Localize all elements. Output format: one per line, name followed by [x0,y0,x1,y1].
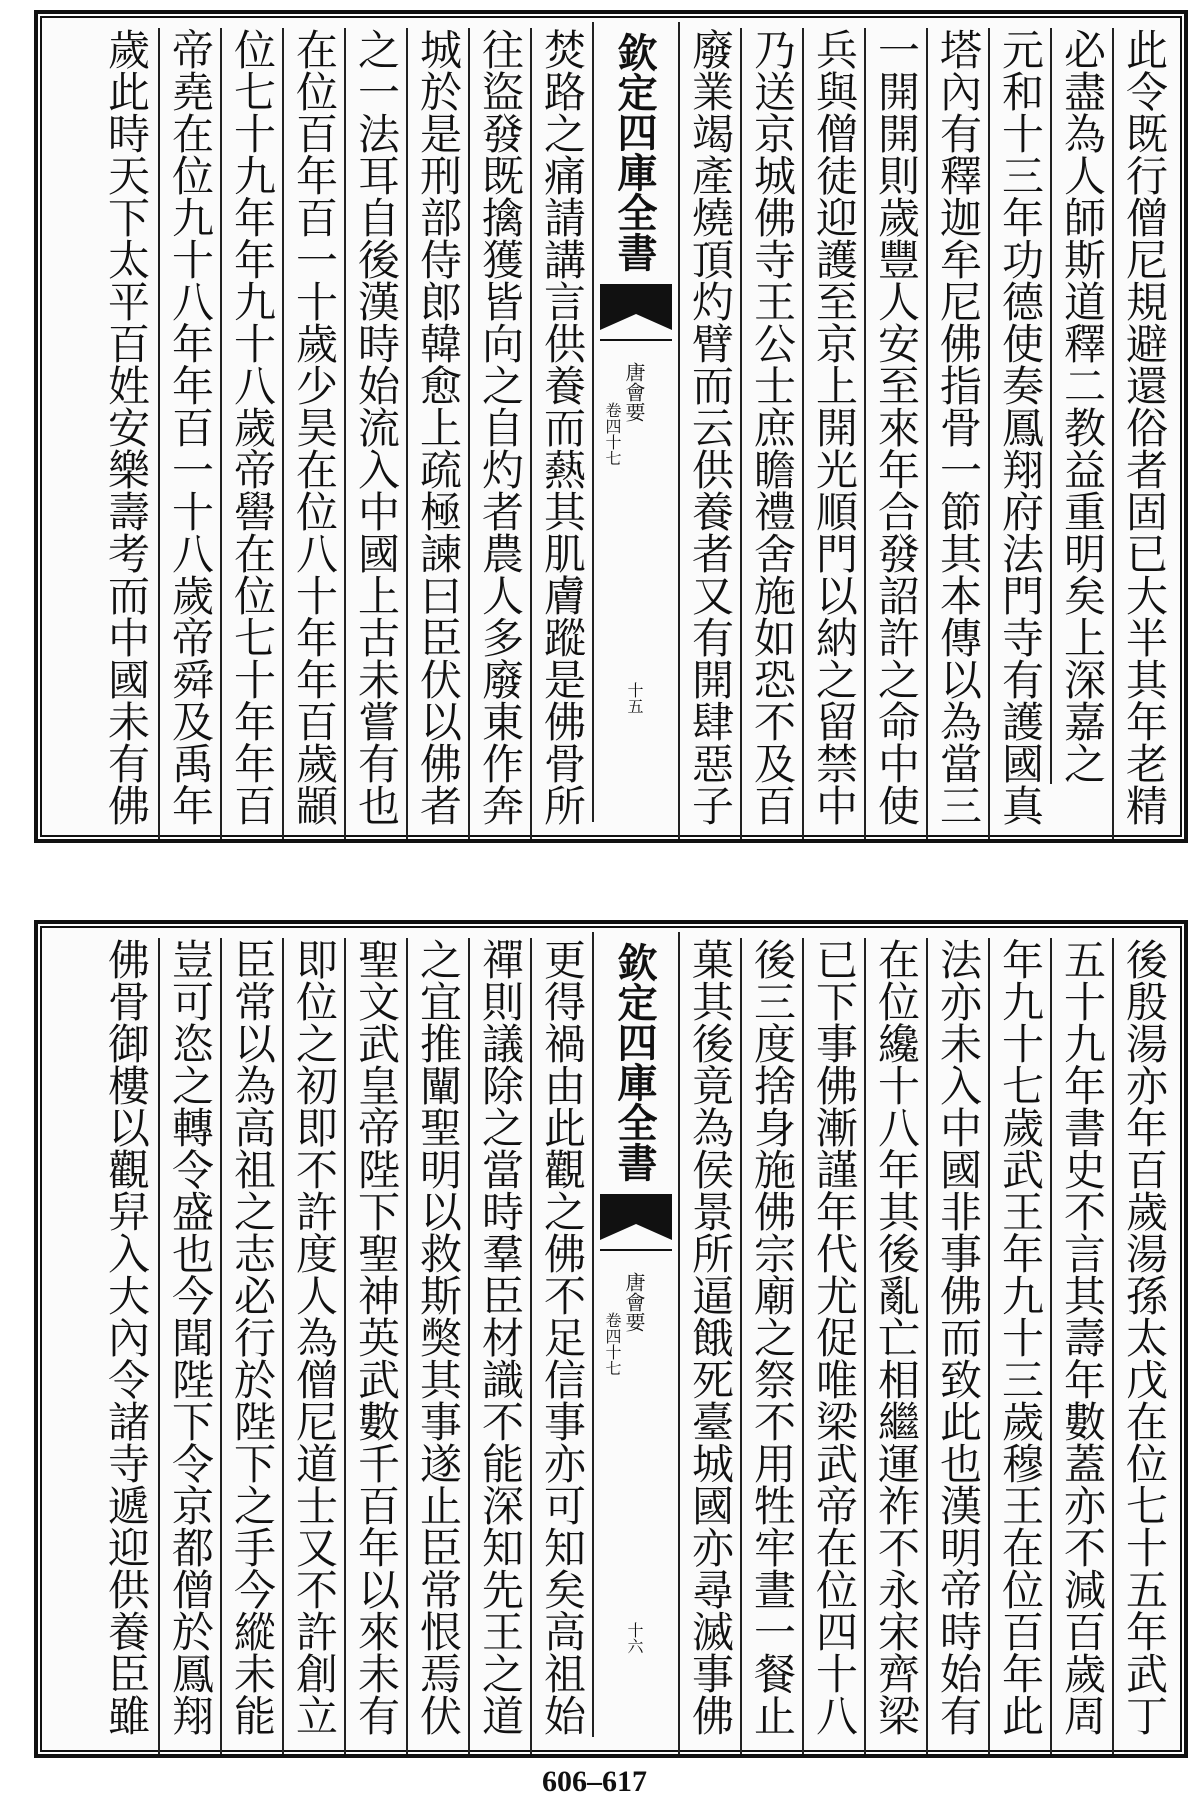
book-title: 唐會要 [622,362,646,422]
text-column: 年九十七歲武王年九十三歲穆王在位百年此 [988,938,1050,1754]
text-column: 臣常以為高祖之志必行於陛下之手今縱未能 [220,938,282,1754]
text-column: 位七十九年年九十八歲帝嚳在位七十年年百 [220,28,282,839]
text-column: 歲此時天下太平百姓安樂壽考而中國未有佛 [102,28,151,826]
leaf-number: 十六 [625,1622,644,1654]
text-column: 必盡為人師斯道釋二教益重明矣上深嘉之 [1050,28,1112,784]
text-column: 乃送京城佛寺王公士庶瞻禮舍施如恐不及百 [740,28,802,839]
text-column: 兵與僧徒迎護至京上開光順門以納之留禁中 [802,28,864,839]
text-column: 之宜推闡聖明以救斯獘其事遂止臣常恨焉伏 [406,938,468,1754]
text-column: 之一法耳自後漢時始流入中國上古未嘗有也 [344,28,406,839]
center-margin [592,932,680,1737]
text-column: 禪則議除之當時羣臣材識不能深知先王之道 [468,938,530,1754]
text-column: 聖文武皇帝陛下聖神英武數千百年以來未有 [344,938,406,1754]
text-column: 廢業竭產燒頂灼臂而云供養者又有開肆惡子 [678,28,740,839]
text-column: 豈可恣之轉令盛也今聞陛下令京都僧於鳳翔 [158,938,220,1754]
volume-number: 卷四十七 [603,402,622,466]
text-column: 元和十三年功德使奏鳳翔府法門寺有護國真 [988,28,1050,839]
leaf-number: 十五 [625,682,644,714]
text-column: 後三度捨身施佛宗廟之祭不用牲牢晝一餐止 [740,938,802,1754]
text-column: 法亦未入中國非事佛而致此也漢明帝時始有 [926,938,988,1754]
text-column: 城於是刑部侍郎韓愈上疏極諫曰臣伏以佛者 [406,28,468,839]
book-title: 唐會要 [622,1272,646,1332]
text-column: 已下事佛漸謹年代尤促唯梁武帝在位四十八 [802,938,864,1754]
library-title: 欽定四庫全書 [611,32,658,272]
text-column: 在位百年百一十歲少昊在位八十年年百歲顓 [282,28,344,839]
text-column: 塔內有釋迦牟尼佛指骨一節其本傳以為當三 [926,28,988,839]
text-column: 更得禍由此觀之佛不足信事亦可知矣高祖始 [530,938,592,1754]
text-column: 此令既行僧尼規避還俗者固已大半其年老精 [1112,28,1174,839]
fishtail-mark-icon [600,284,672,344]
text-column: 焚路之痛請講言供養而爇其肌膚蹤是佛骨所 [530,28,592,839]
volume-number: 卷四十七 [603,1312,622,1376]
text-column: 在位纔十八年其後亂亡相繼運祚不永宋齊梁 [864,938,926,1754]
text-column: 即位之初即不許度人為僧尼道士又不許創立 [282,938,344,1754]
text-column: 菓其後竟為侯景所逼餓死臺城國亦尋滅事佛 [678,938,740,1754]
text-column: 佛骨御樓以觀舁入大內令諸寺遞迎供養臣雖 [102,938,151,1736]
library-title: 欽定四庫全書 [611,942,658,1182]
text-column: 一開開則歲豐人安至來年合發詔許之命中使 [864,28,926,839]
text-column: 帝堯在位九十八年年百一十八歲帝舜及禹年 [158,28,220,839]
center-margin [592,22,680,822]
lower-page [34,920,1188,1758]
fishtail-mark-icon [600,1194,672,1254]
upper-page [34,10,1188,843]
text-column: 往盜發既擒獲皆向之自灼者農人多廢東作奔 [468,28,530,839]
page-number: 606–617 [542,1765,647,1798]
text-column: 後殷湯亦年百歲湯孫太戊在位七十五年武丁 [1112,938,1174,1754]
text-column: 五十九年書史不言其壽年數蓋亦不減百歲周 [1050,938,1112,1754]
